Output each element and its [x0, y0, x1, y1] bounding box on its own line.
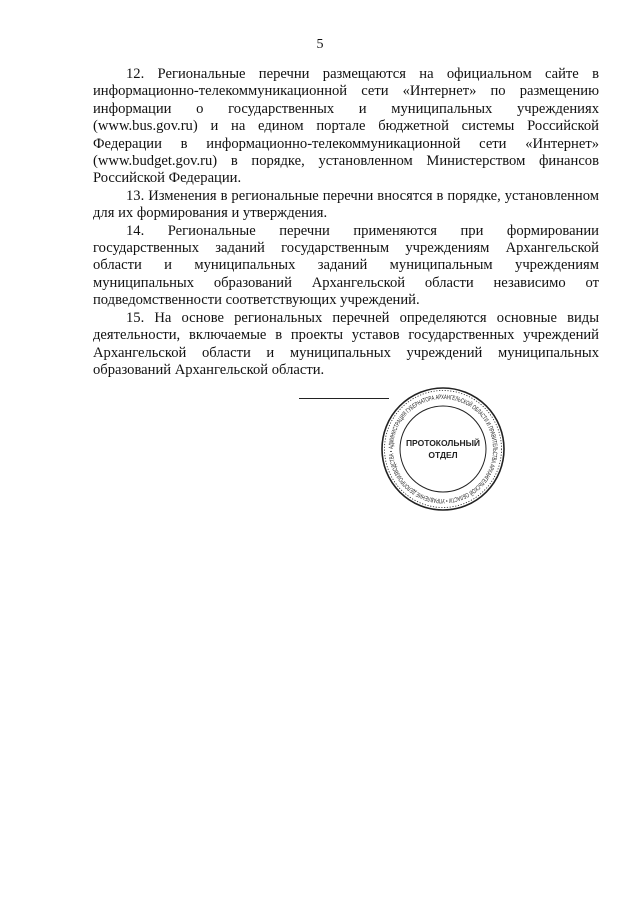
stamp-seal-icon — [380, 386, 506, 512]
paragraph-13: 13. Изменения в региональные перечни вносятся в порядке, установленном для их формирования и утверждения. — [93, 187, 599, 222]
page-number: 5 — [316, 37, 324, 52]
stamp-center-line2: ОТДЕЛ — [428, 450, 458, 460]
official-stamp — [380, 386, 506, 512]
stamp-center-line1: ПРОТОКОЛЬНЫЙ — [405, 438, 481, 448]
paragraph-14: 14. Региональные перечни применяются при формировании государственных заданий государственным учреждениям Архангельской области и муниципальных заданий муниципальным учреждениям муниципальных образований Архангельской области независимо от подведомственности соответствующих учреждений. — [93, 222, 599, 309]
signature-line — [299, 398, 389, 399]
paragraph-12: 12. Региональные перечни размещаются на официальном сайте в информационно-телекоммуникационной сети «Интернет» по размещению информации о государственных и муниципальных учреждениях (www.bus.gov.ru) и на едином портале бюджетной системы Российской Федерации в информационно-телекоммуникационной сети «Интернет» (www.budget.gov.ru) в порядке, установленном Министерством финансов Российской Федерации. — [93, 66, 599, 187]
document-body — [93, 66, 599, 379]
stamp-outer-text: АДМИНИСТРАЦИЯ ГУБЕРНАТОРА АРХАНГЕЛЬСКОЙ ОБЛАСТИ И ПРАВИТЕЛЬСТВА АРХАНГЕЛЬСКОЙ ОБЛАСТИ • УПРАВЛЕНИЕ ДЕЛОПРОИЗВОДСТВА • — [387, 393, 499, 505]
paragraph-15: 15. На основе региональных перечней определяются основные виды деятельности, включаемые в проекты уставов государственных учреждений Архангельской области и муниципальных учреждений муниципальных образований Архангельской области. — [93, 309, 599, 378]
